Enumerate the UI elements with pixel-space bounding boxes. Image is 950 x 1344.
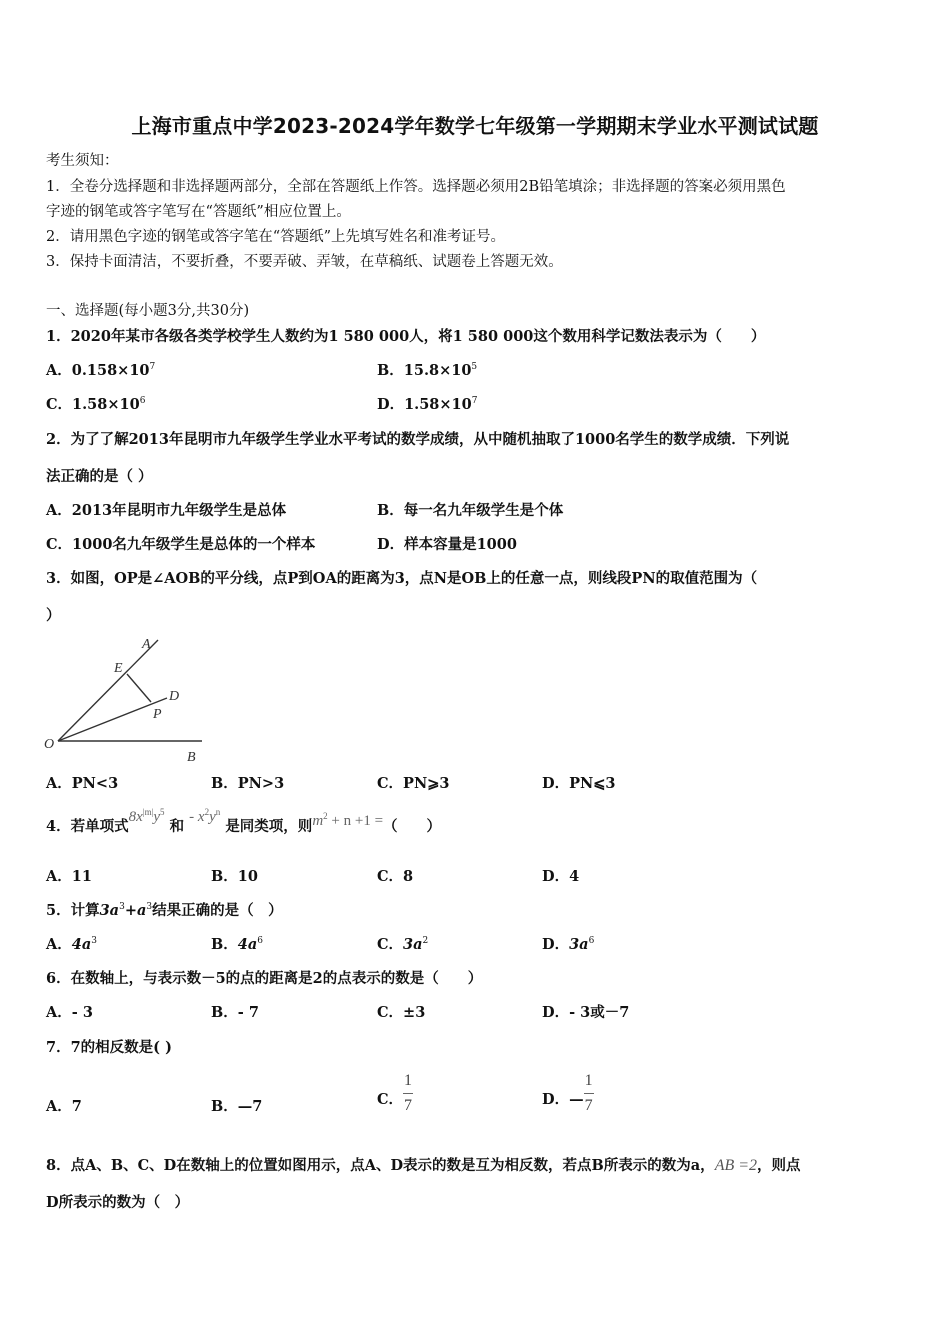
question-3-option-b[interactable] [211, 775, 284, 793]
notice-heading: 考生须知： [46, 153, 119, 169]
question-6-text: 6．在数轴上，与表示数－5的点的距离是2的点表示的数是（ ） [46, 970, 483, 987]
option-label: B． [211, 936, 238, 953]
option-label: C． [46, 536, 73, 553]
question-1-text: 1．2020年某市各级各类学校学生人数约为1 580 000人，将1 580 000这个数用科学记数法表示为（ ） [46, 328, 766, 345]
question-2-option-b[interactable] [377, 502, 563, 520]
option-label: B． [211, 868, 238, 885]
label-a: A [142, 637, 151, 652]
question-6-option-d[interactable] [542, 1004, 629, 1022]
option-value: 10 [237, 868, 258, 885]
option-value: - 3 [71, 1004, 93, 1021]
option-value: ±3 [403, 1004, 426, 1021]
option-label: D． [377, 536, 405, 553]
question-3-text: 3．如图，OP是∠AOB的平分线，点P到OA的距离为3，点N是OB上的任意一点，则线段PN的取值范围为（ [46, 570, 758, 587]
monomial-2: - $x^2y^n$ [189, 807, 221, 825]
option-value: 1.58×10 [72, 396, 140, 413]
question-4-prefix: 4．若单项式 [46, 818, 129, 835]
question-5-option-c[interactable] [377, 936, 428, 954]
option-exponent: 5 [471, 362, 478, 372]
fraction: $\frac{1}{7}$ [584, 1072, 593, 1114]
option-value: 3a [569, 936, 589, 953]
notice-item-1: 1．全卷分选择题和非选择题两部分，全部在答题纸上作答。选择题必须用2B铅笔填涂；非选择题的答案必须用黑色 [46, 179, 786, 195]
option-value: 7 [71, 1098, 82, 1115]
option-label: B． [377, 502, 404, 519]
question-5-option-b[interactable] [211, 936, 263, 954]
option-label: C． [377, 936, 404, 953]
question-6-option-a[interactable] [46, 1004, 93, 1022]
question-7-option-c[interactable] [377, 1072, 413, 1115]
question-2-text: 2．为了了解2013年昆明市九年级学生学业水平考试的数学成绩，从中随机抽取了1000名学生的数学成绩．下列说 [46, 431, 790, 448]
option-label: A． [46, 936, 72, 953]
option-label: B． [377, 362, 404, 379]
option-value: PN⩾3 [403, 775, 450, 792]
option-value: 4a [237, 936, 258, 953]
ray-oa [58, 640, 158, 741]
label-p: P [153, 707, 162, 722]
question-1-option-b[interactable] [377, 362, 477, 380]
fraction: $\frac{1}{7}$ [404, 1072, 413, 1114]
document-title: 上海市重点中学2023-2024学年数学七年级第一学期期末学业水平测试试题 [131, 114, 819, 138]
option-value: PN>3 [237, 775, 285, 792]
monomial-1: $8x^{|m|}y^5$ [128, 807, 165, 825]
question-4-option-a[interactable] [46, 868, 92, 886]
question-4-text [46, 807, 442, 841]
question-7-option-a[interactable] [46, 1098, 82, 1116]
question-2-text-cont: 法正确的是（ ） [46, 468, 153, 485]
question-8-text [46, 1157, 801, 1175]
option-label: C． [46, 396, 73, 413]
option-label: D． [542, 868, 570, 885]
question-7-option-b[interactable] [211, 1098, 262, 1116]
option-exponent: 7 [149, 362, 156, 372]
option-label: D． [377, 396, 405, 413]
angle-bisector-figure [40, 630, 240, 770]
label-o: O [44, 737, 55, 752]
option-value: 1.58×10 [404, 396, 472, 413]
label-b: B [187, 750, 196, 765]
question-4-suffix: （ ） [383, 818, 442, 835]
question-3-option-c[interactable] [377, 775, 449, 793]
option-label: C． [377, 868, 404, 885]
option-value: 4a [71, 936, 92, 953]
expression: $m^2 + n +1$ = [312, 811, 384, 829]
question-1-option-c[interactable] [46, 396, 145, 414]
question-3-text-cont: ） [46, 607, 61, 624]
question-8-text-cont: D所表示的数为（ ） [46, 1194, 190, 1211]
option-label: D． [542, 1004, 570, 1021]
option-value: 11 [71, 868, 92, 885]
option-label: A． [46, 502, 72, 519]
option-value: - 7 [237, 1004, 259, 1021]
option-value: 1000名九年级学生是总体的一个样本 [72, 536, 316, 553]
question-5-option-a[interactable] [46, 936, 97, 954]
segment-pe [127, 674, 151, 702]
question-4-mid: 是同类项，则 [225, 818, 313, 835]
question-3-option-a[interactable] [46, 775, 118, 793]
option-label: D． [542, 1090, 570, 1108]
question-7-option-d[interactable] [542, 1072, 594, 1115]
question-2-option-a[interactable] [46, 502, 286, 520]
question-4-option-c[interactable] [377, 868, 413, 886]
option-label: A． [46, 775, 72, 792]
option-exponent: 6 [588, 936, 595, 946]
question-1-option-d[interactable] [377, 396, 477, 414]
option-label: C． [377, 1004, 404, 1021]
question-5-option-d[interactable] [542, 936, 594, 954]
question-8-text-a: 8．点A、B、C、D在数轴上的位置如图用示，点A、D表示的数是互为相反数，若点B所表示的数为a， [46, 1157, 715, 1174]
ray-od [58, 698, 167, 741]
option-label: B． [211, 775, 238, 792]
question-2-option-c[interactable] [46, 536, 315, 554]
option-exponent: 6 [139, 396, 146, 406]
option-label: C． [377, 1090, 404, 1108]
option-label: D． [542, 936, 570, 953]
question-5-prefix: 5．计算 [46, 902, 100, 919]
question-1-option-a[interactable] [46, 362, 155, 380]
option-value: 8 [403, 868, 414, 885]
option-label: A． [46, 1004, 72, 1021]
option-label: D． [542, 775, 570, 792]
question-4-option-d[interactable] [542, 868, 579, 886]
option-value: 15.8×10 [403, 362, 472, 379]
label-e: E [114, 661, 123, 676]
question-8-expression: AB =2 [714, 1157, 758, 1174]
question-5-text [46, 902, 283, 920]
question-7-text: 7．7的相反数是( ) [46, 1039, 172, 1056]
option-exponent: 2 [422, 936, 429, 946]
question-4-option-b[interactable] [211, 868, 258, 886]
option-exponent: 7 [471, 396, 478, 406]
option-label: C． [377, 775, 404, 792]
question-8-text-b: ，则点 [757, 1157, 801, 1174]
option-value: 4 [569, 868, 580, 885]
option-label: B． [211, 1098, 238, 1115]
option-value: PN⩽3 [569, 775, 616, 792]
option-label: A． [46, 868, 72, 885]
option-exponent: 6 [257, 936, 263, 946]
option-value: —7 [237, 1098, 263, 1115]
option-label: A． [46, 362, 72, 379]
notice-item-1-cont: 字迹的钢笔或答字笔写在“答题纸”相应位置上。 [46, 204, 351, 220]
notice-item-2: 2．请用黑色字迹的钢笔或答字笔在“答题纸”上先填写姓名和准考证号。 [46, 229, 506, 245]
question-5-expression: $3a^3+a^3$ [99, 902, 153, 919]
notice-item-3: 3．保持卡面清洁，不要折叠，不要弄破、弄皱，在草稿纸、试题卷上答题无效。 [46, 254, 563, 270]
question-2-option-d[interactable] [377, 536, 517, 554]
option-value: 样本容量是1000 [404, 536, 517, 553]
option-value: 2013年昆明市九年级学生是总体 [71, 502, 287, 519]
question-4-conj: 和 [169, 818, 185, 835]
option-label: B． [211, 1004, 238, 1021]
option-value: PN<3 [71, 775, 119, 792]
option-value: 3a [403, 936, 423, 953]
label-d: D [169, 689, 180, 704]
question-5-suffix: 结果正确的是（ ） [152, 902, 283, 919]
question-3-option-d[interactable] [542, 775, 615, 793]
option-value: - 3或－7 [569, 1004, 630, 1021]
option-label: A． [46, 1098, 72, 1115]
question-6-option-c[interactable] [377, 1004, 425, 1022]
section-heading: 一、选择题(每小题3分,共30分) [46, 303, 250, 319]
option-value: 0.158×10 [71, 362, 150, 379]
question-6-option-b[interactable] [211, 1004, 259, 1022]
option-value: 每一名九年级学生是个体 [403, 502, 564, 519]
option-exponent: 3 [91, 936, 97, 946]
option-sign: — [569, 1090, 584, 1108]
